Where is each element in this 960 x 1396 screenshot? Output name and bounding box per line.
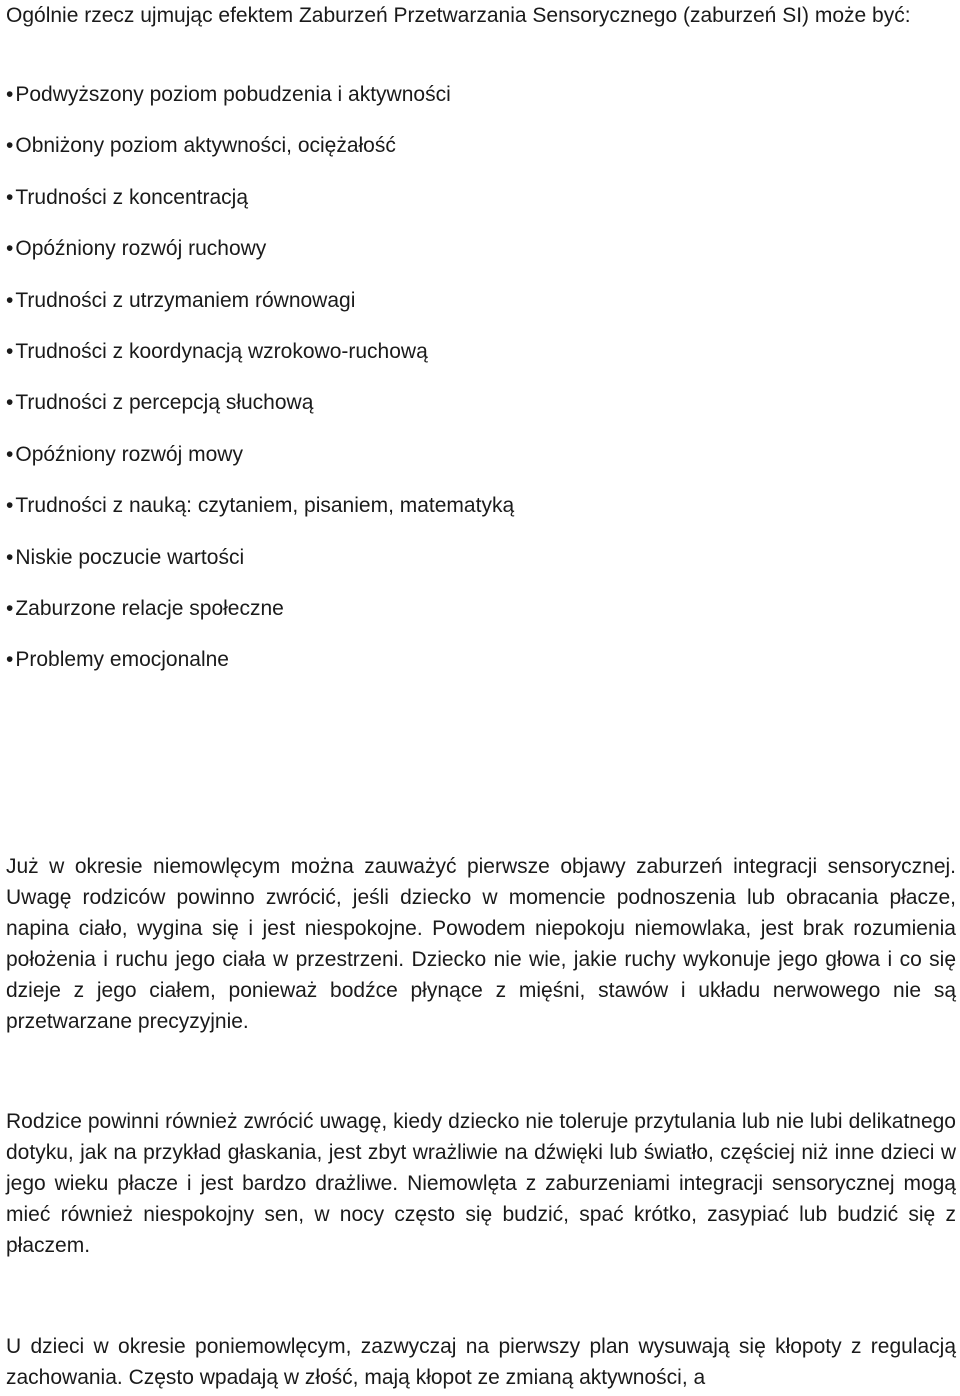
list-item (6, 386, 514, 437)
bullet-icon: • (6, 83, 14, 106)
bullet-icon: • (6, 494, 14, 518)
list-item-text: Trudności z koncentracją (15, 185, 249, 209)
list-item-text: Trudności z koordynacją wzrokowo-ruchową (15, 339, 428, 363)
list-item (6, 78, 514, 129)
list-item-text: Obniżony poziom aktywności, ociężałość (15, 134, 396, 158)
list-item (6, 592, 514, 643)
list-item (6, 129, 514, 180)
list-item-text: Opóźniony rozwój ruchowy (15, 237, 267, 261)
list-item-text: Opóźniony rozwój mowy (15, 442, 243, 466)
list-item (6, 181, 514, 232)
bullet-icon: • (6, 237, 14, 261)
list-item-text: Trudności z utrzymaniem równowagi (15, 288, 356, 312)
bullet-icon: • (6, 134, 14, 158)
bullet-icon: • (6, 339, 14, 363)
intro-text: Ogólnie rzecz ujmując efektem Zaburzeń Przetwarzania Sensorycznego (zaburzeń SI) może być: (6, 4, 911, 27)
paragraph-parents-attention: Rodzice powinni również zwrócić uwagę, kiedy dziecko nie toleruje przytulania lub nie lubi delikatnego dotyku, jak na przykład głaskania, jest zbyt wrażliwie na dźwięki lub światło, częściej niż inne dzieci w jego wieku płacze i jest bardzo drażliwe. Niemowlęta z zaburzeniami integracji sensorycznej mogą mieć również niespokojny sen, w nocy często się budzić, spać krótko, zasypiać lub budzić się z płaczem. (6, 1110, 956, 1257)
bullet-icon: • (6, 288, 14, 312)
list-item (6, 643, 514, 694)
list-item (6, 489, 514, 540)
list-item-text: Podwyższony poziom pobudzenia i aktywności (15, 83, 451, 106)
list-item (6, 232, 514, 283)
paragraph-toddlers: U dzieci w okresie poniemowlęcym, zazwyczaj na pierwszy plan wysuwają się kłopoty z regulacją zachowania. Często wpadają w złość, mają kłopot ze zmianą aktywności, a (6, 1335, 956, 1389)
list-item-text: Problemy emocjonalne (15, 648, 229, 672)
bullet-icon: • (6, 442, 14, 466)
list-item-text: Trudności z nauką: czytaniem, pisaniem, matematyką (15, 494, 515, 518)
bullet-icon: • (6, 185, 14, 209)
symptom-list (6, 78, 514, 695)
bullet-icon: • (6, 545, 14, 569)
list-item (6, 335, 514, 386)
bullet-icon: • (6, 596, 14, 620)
list-item-text: Zaburzone relacje społeczne (15, 596, 284, 620)
paragraph-infancy: Już w okresie niemowlęcym można zauważyć pierwsze objawy zaburzeń integracji sensorycznej. Uwagę rodziców powinno zwrócić, jeśli dziecko w momencie podnoszenia lub obracania płacze, napina ciało, wygina się i jest niespokojne. Powodem niepokoju niemowlaka, jest brak rozumienia położenia i ruchu jego ciała w przestrzeni. Dziecko nie wie, jakie ruchy wykonuje jego głowa i co się dzieje z jego ciałem, ponieważ bodźce płynące z mięśni, stawów i układu nerwowego nie są przetwarzane precyzyjnie. (6, 855, 956, 1033)
bullet-icon: • (6, 391, 14, 415)
list-item (6, 438, 514, 489)
list-item-text: Trudności z percepcją słuchową (15, 391, 314, 415)
list-item (6, 541, 514, 592)
list-item-text: Niskie poczucie wartości (15, 545, 245, 569)
bullet-icon: • (6, 648, 14, 672)
list-item (6, 284, 514, 335)
